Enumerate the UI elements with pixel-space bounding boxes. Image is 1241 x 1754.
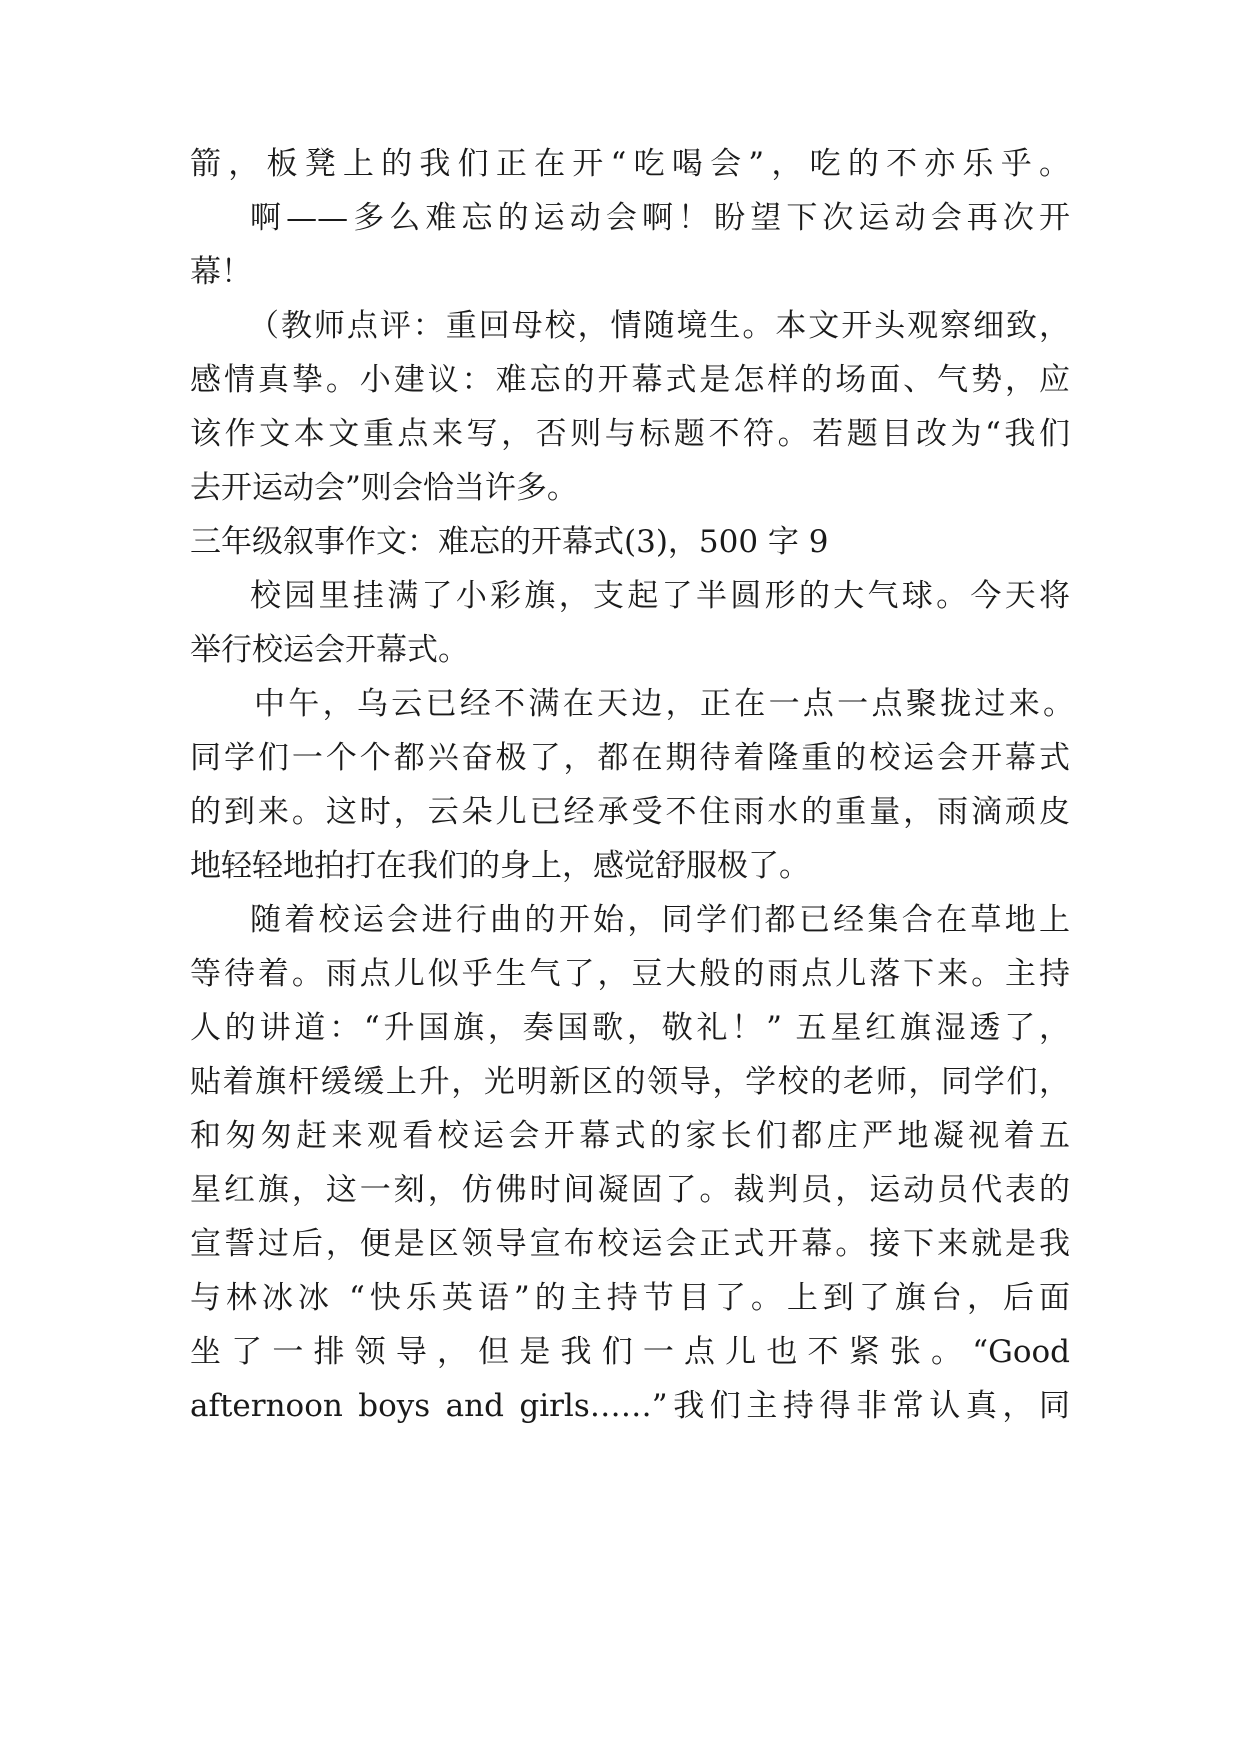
text-line-17: 人的讲道：“升国旗，奏国歌，敬礼！” 五星红旗湿透了， [190,1010,1070,1046]
text-line-21: 宣誓过后，便是区领导宣布校运会正式开幕。接下来就是我 [190,1226,1070,1262]
text-line-3: 幕！ [190,254,252,290]
section-heading: 三年级叙事作文：难忘的开幕式(3)，500 字 9 [190,524,829,560]
text-line-15: 随着校运会进行曲的开始，同学们都已经集合在草地上 [250,902,1070,938]
text-line-13: 的到来。这时，云朵儿已经承受不住雨水的重量，雨滴顽皮 [190,794,1070,830]
text-line-24: afternoon boys and girls……”我们主持得非常认真，同 [190,1388,1070,1424]
text-line-2: 啊——多么难忘的运动会啊！盼望下次运动会再次开 [250,200,1070,236]
text-line-10: 举行校运会开幕式。 [190,632,469,668]
text-line-1: 箭，板凳上的我们正在开“吃喝会”，吃的不亦乐乎。 [190,146,1070,182]
text-line-16: 等待着。雨点儿似乎生气了，豆大般的雨点儿落下来。主持 [190,956,1070,992]
text-line-6: 该作文本文重点来写，否则与标题不符。若题目改为“我们 [190,416,1070,452]
text-line-5: 感情真挚。小建议：难忘的开幕式是怎样的场面、气势，应 [190,362,1070,398]
text-line-20: 星红旗，这一刻，仿佛时间凝固了。裁判员，运动员代表的 [190,1172,1070,1208]
text-line-22: 与林冰冰 “快乐英语”的主持节目了。上到了旗台，后面 [190,1280,1070,1316]
text-line-23: 坐了一排领导，但是我们一点儿也不紧张。“Good [190,1334,1070,1370]
text-line-14: 地轻轻地拍打在我们的身上，感觉舒服极了。 [190,848,810,884]
text-line-7: 去开运动会”则会恰当许多。 [190,470,578,506]
text-line-12: 同学们一个个都兴奋极了，都在期待着隆重的校运会开幕式 [190,740,1070,776]
text-line-9: 校园里挂满了小彩旗，支起了半圆形的大气球。今天将 [250,578,1070,614]
text-line-4: （教师点评：重回母校，情随境生。本文开头观察细致， [248,308,1070,344]
text-line-18: 贴着旗杆缓缓上升，光明新区的领导，学校的老师，同学们， [190,1064,1070,1100]
text-line-11: 中午，乌云已经不满在天边，正在一点一点聚拢过来。 [254,686,1074,722]
text-line-19: 和匆匆赶来观看校运会开幕式的家长们都庄严地凝视着五 [190,1118,1070,1154]
